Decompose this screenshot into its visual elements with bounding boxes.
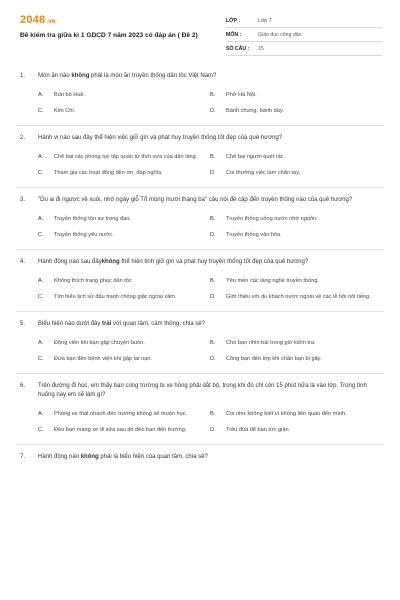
question-stem — [0, 453, 400, 462]
question-divider — [16, 125, 384, 126]
meta-label: MÔN : — [226, 31, 242, 38]
option-letter: A. — [38, 340, 44, 346]
option-text: Yêu mến các làng nghề truyền thống. — [226, 278, 319, 284]
question-text-post: phải là món ăn truyền thống dân tộc Việt Nam? — [89, 73, 217, 79]
question-number: 2. — [20, 135, 26, 141]
question-divider — [16, 249, 384, 250]
meta-value: Giáo dục công dân — [258, 31, 302, 38]
option-letter: D. — [210, 427, 216, 433]
answer-option[interactable] — [38, 227, 210, 243]
answer-option[interactable] — [210, 273, 382, 289]
question-item — [0, 258, 400, 312]
answer-option[interactable] — [210, 227, 382, 243]
option-letter: B. — [210, 154, 216, 160]
answer-options — [0, 211, 400, 243]
answer-option[interactable] — [210, 422, 382, 438]
question-list — [0, 72, 400, 462]
option-letter: C. — [38, 427, 44, 433]
answer-option[interactable] — [210, 87, 382, 103]
option-text: Chê bai người quét rác. — [226, 154, 286, 160]
option-text: Không thích trang phục dân tộc — [54, 278, 132, 284]
answer-option[interactable] — [210, 211, 382, 227]
meta-value: Lớp 7 — [258, 17, 272, 24]
option-letter: C. — [38, 108, 44, 114]
question-stem — [0, 72, 400, 81]
option-letter: C. — [38, 170, 44, 176]
option-text: Tìm hiểu lịch sử đấu tranh chống giặc ngoại xâm. — [54, 294, 177, 300]
option-text: Bánh chưng, bánh dày. — [226, 108, 284, 114]
question-number: 6. — [20, 383, 26, 389]
option-letter: D. — [210, 294, 216, 300]
option-letter: D. — [210, 232, 216, 238]
option-text: Công bạn đến lớp khi chân bạn bị gãy. — [226, 356, 322, 362]
answer-option[interactable] — [210, 351, 382, 367]
question-item — [0, 134, 400, 188]
logo-suffix: .vn — [46, 19, 56, 25]
answer-option[interactable] — [38, 406, 210, 422]
exam-meta — [226, 14, 382, 56]
answer-option[interactable] — [38, 211, 210, 227]
option-letter: B. — [210, 411, 216, 417]
logo-text: 2048 — [20, 14, 46, 26]
question-item — [0, 320, 400, 374]
question-stem — [0, 320, 400, 329]
question-divider — [16, 444, 384, 445]
page-header — [0, 0, 400, 62]
answer-option[interactable] — [38, 87, 210, 103]
question-text-pre: Hành vi nào sau đây thể hiện việc giữ gìn và phát huy truyền thống tốt đẹp của quê hương? — [38, 135, 283, 141]
question-item — [0, 196, 400, 250]
option-text: Cho bạn nhìn bài trong giờ kiểm tra. — [226, 340, 316, 346]
question-text-post: phải là biểu hiện của quan tâm, chia sẻ? — [98, 454, 208, 460]
answer-option[interactable] — [38, 289, 210, 305]
answer-options — [0, 87, 400, 119]
answer-options — [0, 406, 400, 438]
question-text-pre: Biểu hiện nào dưới đây — [38, 321, 102, 327]
answer-option[interactable] — [210, 335, 382, 351]
question-divider — [16, 373, 384, 374]
question-text-emphasis: không — [71, 73, 90, 79]
option-letter: D. — [210, 108, 216, 114]
option-letter: B. — [210, 278, 216, 284]
meta-row-subject — [226, 28, 382, 42]
option-text: Đưa bạn đến bệnh viện khi gặp tai nạn. — [54, 356, 152, 362]
meta-value: 15 — [258, 45, 264, 52]
option-text: Đèo bạn mang xe đi sửa sau đó đèo bạn đến trường. — [54, 427, 187, 433]
question-text — [38, 134, 282, 143]
answer-options — [0, 335, 400, 367]
option-text: Phóng xe thật nhanh đến trường không sẽ muộn học. — [54, 411, 188, 417]
question-text-pre: "Dù ai đi ngược về xuôi, nhớ ngày giỗ Tổ mùng mười tháng ba" câu nói đề cập đến truyền thống nào của quê hương? — [38, 197, 353, 203]
option-text: Truyền thống tôn sư trọng đạo. — [54, 216, 131, 222]
option-letter: C. — [38, 356, 44, 362]
answer-option[interactable] — [38, 273, 210, 289]
option-letter: D. — [210, 170, 216, 176]
question-divider — [16, 187, 384, 188]
answer-option[interactable] — [210, 103, 382, 119]
option-letter: B. — [210, 340, 216, 346]
answer-option[interactable] — [210, 149, 382, 165]
question-stem — [0, 134, 400, 143]
question-number: 3. — [20, 197, 26, 203]
question-item — [0, 72, 400, 126]
option-letter: A. — [38, 154, 44, 160]
option-letter: A. — [38, 92, 44, 98]
answer-options — [0, 273, 400, 305]
answer-option[interactable] — [38, 335, 210, 351]
question-text — [38, 196, 352, 205]
option-text: Bún bò Huế. — [54, 92, 86, 98]
option-letter: A. — [38, 216, 44, 222]
option-letter: A. — [38, 411, 44, 417]
answer-option[interactable] — [38, 422, 210, 438]
option-letter: B. — [210, 92, 216, 98]
question-stem — [0, 196, 400, 205]
question-number: 4. — [20, 259, 26, 265]
option-text: Trêu đùa để bạn tức giận. — [226, 427, 291, 433]
answer-options — [0, 149, 400, 181]
answer-option[interactable] — [210, 406, 382, 422]
question-number: 1. — [20, 73, 26, 79]
question-text-emphasis: trái — [102, 321, 112, 327]
exam-title: Đề kiểm tra giữa kì 1 GDCD 7 năm 2023 có đáp án ( Đề 2) — [20, 32, 198, 39]
question-text-post: với quan tâm, cảm thông, chia sẻ? — [111, 321, 205, 327]
question-text — [38, 72, 216, 81]
question-number: 7. — [20, 454, 26, 460]
answer-option[interactable] — [38, 351, 210, 367]
meta-label: LỚP : — [226, 17, 241, 24]
question-item — [0, 382, 400, 445]
question-number: 5. — [20, 321, 26, 327]
option-text: Coi thường việc làm chăn tay. — [226, 170, 301, 176]
question-stem — [0, 258, 400, 267]
meta-row-count — [226, 42, 382, 56]
option-letter: C. — [38, 294, 44, 300]
option-text: Chê bai các phong tục tập quán từ thời xưa của dân làng. — [54, 154, 198, 160]
option-letter: D. — [210, 356, 216, 362]
answer-option[interactable] — [210, 289, 382, 305]
option-text: Phở Hà Nội. — [226, 92, 257, 98]
option-text: Giới thiệu với du khách nước ngoài về các lễ hội nổi tiếng. — [226, 294, 371, 300]
question-text-emphasis: không — [80, 454, 99, 460]
option-text: Kim Chi. — [54, 108, 76, 114]
question-text — [38, 258, 308, 267]
meta-row-class — [226, 14, 382, 28]
option-text: Động viên khi bạn gặp chuyện buồn. — [54, 340, 145, 346]
option-letter: A. — [38, 278, 44, 284]
question-text — [38, 453, 208, 462]
option-text: Truyền thống yêu nước. — [54, 232, 114, 238]
question-text-post: thể hiện tinh giữ gìn và phát huy truyền thống tốt đẹp của quê hương? — [119, 259, 309, 265]
question-text-pre: Món ăn nào — [38, 73, 72, 79]
answer-option[interactable] — [210, 165, 382, 181]
question-stem — [0, 382, 400, 400]
site-logo[interactable] — [20, 14, 56, 26]
answer-option[interactable] — [38, 165, 210, 181]
question-text — [38, 382, 382, 400]
option-text: Coi như không biết vì không liên quan đến mình. — [226, 411, 347, 417]
question-text-emphasis: không — [101, 259, 120, 265]
option-letter: C. — [38, 232, 44, 238]
option-letter: B. — [210, 216, 216, 222]
question-text-pre: Hành động nào sau đây — [38, 259, 102, 265]
option-text: Truyền thống uống nước nhớ nguồn. — [226, 216, 318, 222]
answer-option[interactable] — [38, 103, 210, 119]
question-text-pre: Trên đường đi học, em thấy bạn cùng trường bị xe hỏng phải dắt bộ, trong khi đó chỉ còn 15 phút nữa là vào lớp. Trong tình huống này em sẽ làm gì? — [38, 383, 367, 398]
question-divider — [16, 311, 384, 312]
question-item — [0, 453, 400, 462]
option-text: Truyền thống văn hóa. — [226, 232, 282, 238]
answer-option[interactable] — [38, 149, 210, 165]
option-text: Tham gia các hoạt động đền ơn, đáp nghĩa — [54, 170, 162, 176]
meta-label: SỐ CÂU : — [226, 45, 250, 52]
question-text — [38, 320, 205, 329]
question-text-pre: Hành động nào — [38, 454, 81, 460]
